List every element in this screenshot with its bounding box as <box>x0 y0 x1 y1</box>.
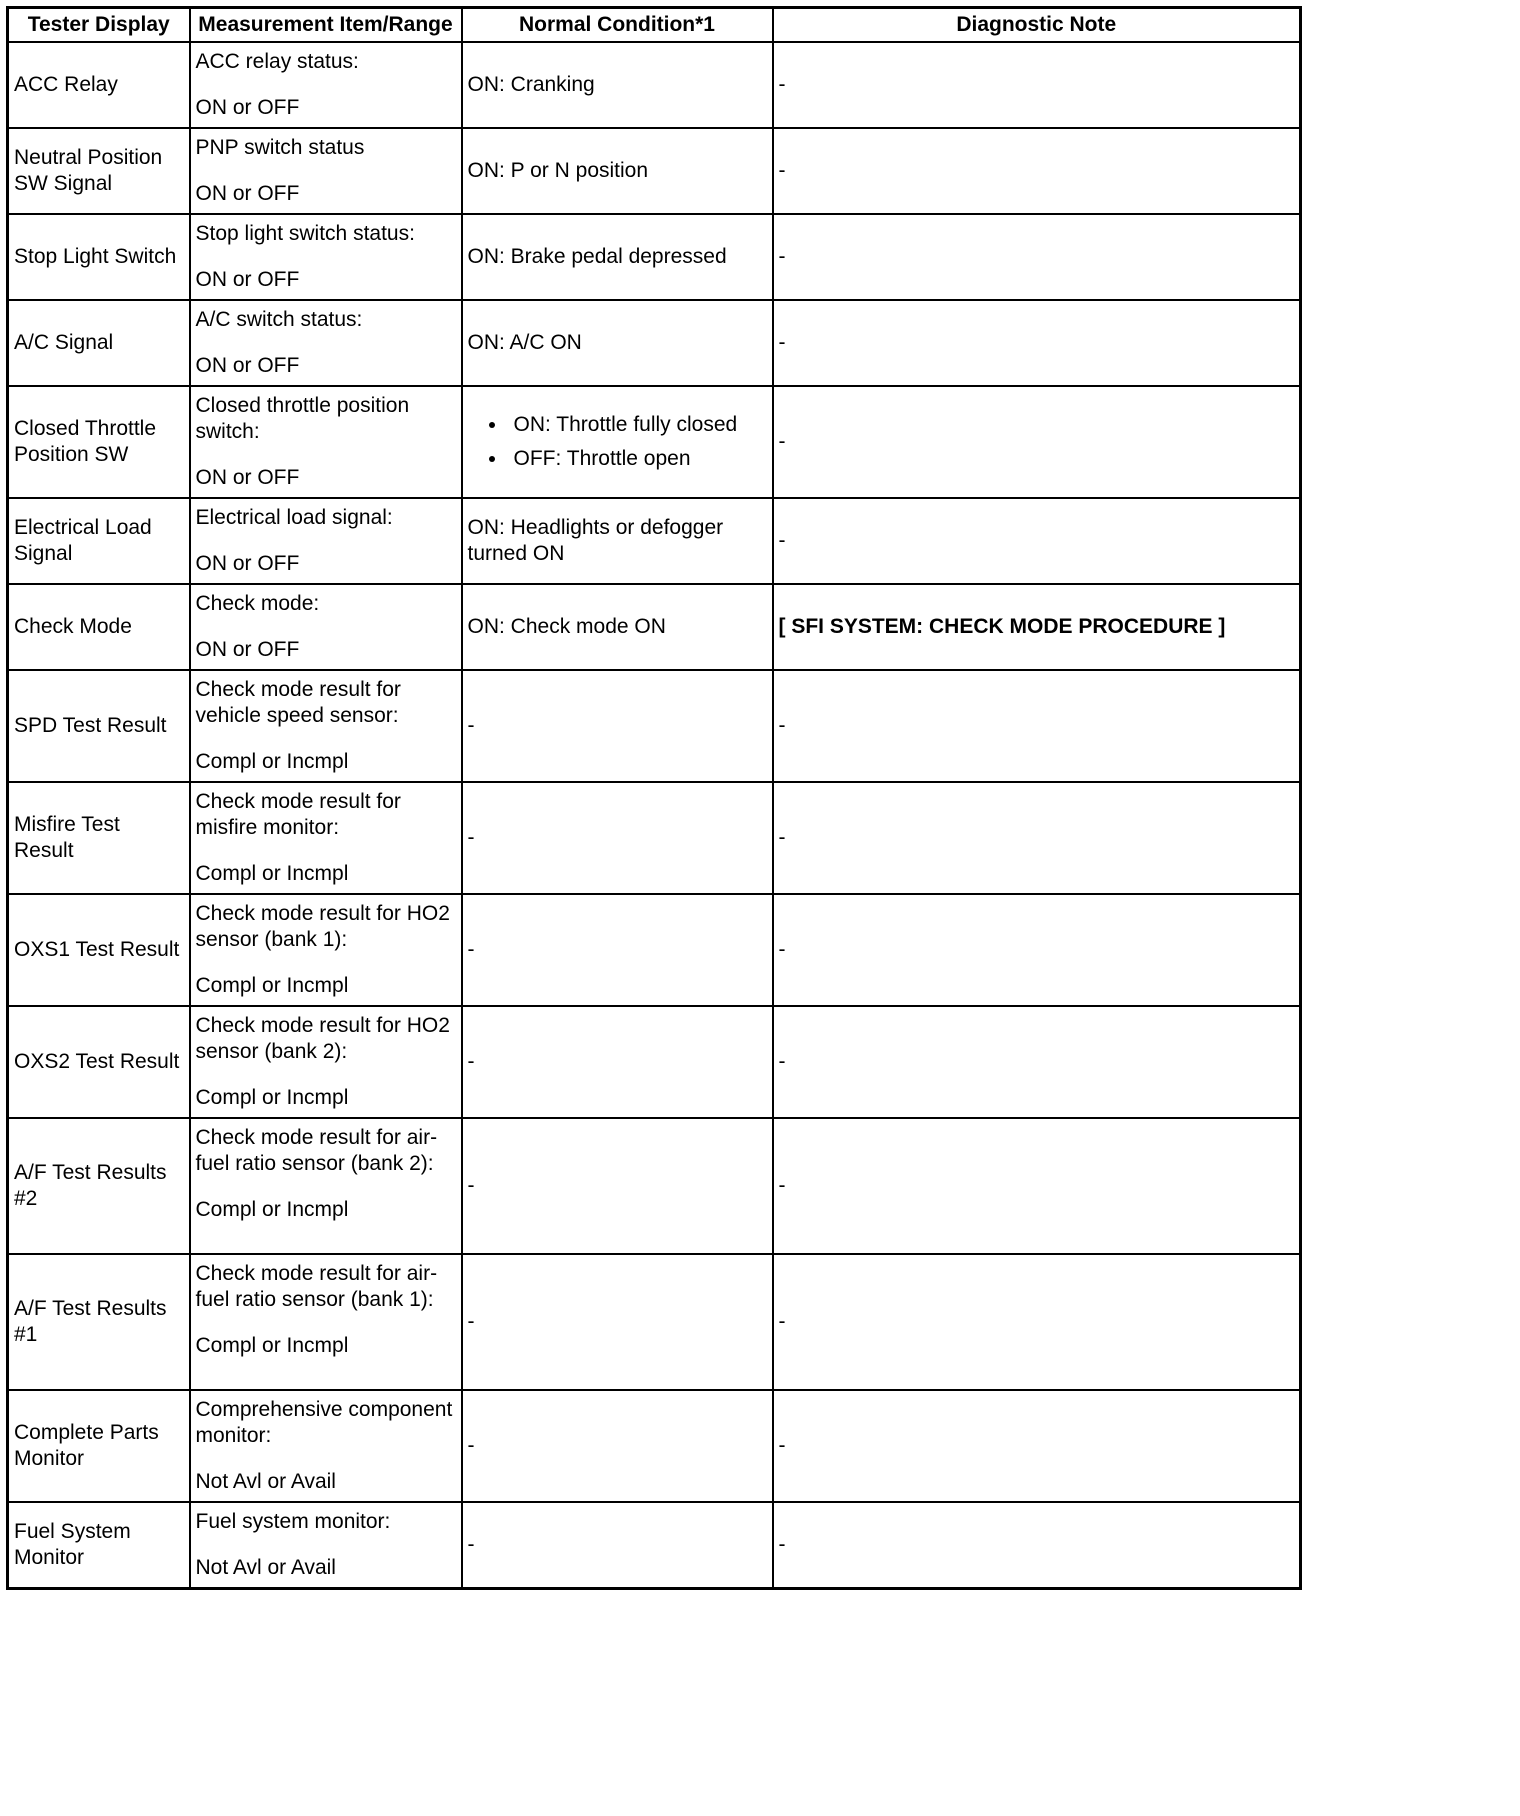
measurement-cell <box>190 1118 462 1254</box>
measurement-range: Compl or Incmpl <box>195 1334 349 1357</box>
measurement-description: Comprehensive component monitor: <box>195 1398 453 1447</box>
table-row <box>8 1502 1301 1589</box>
diagnostic-note-cell: - <box>773 894 1301 1006</box>
measurement-range: Not Avl or Avail <box>195 1470 336 1493</box>
measurement-description: Check mode result for air-fuel ratio sensor (bank 1): <box>195 1262 438 1311</box>
measurement-range: Compl or Incmpl <box>195 862 349 885</box>
normal-condition-list <box>468 412 767 472</box>
measurement-range: ON or OFF <box>195 182 300 205</box>
measurement-description: Closed throttle position switch: <box>195 394 410 443</box>
measurement-cell <box>190 1502 462 1589</box>
measurement-description: Check mode result for air-fuel ratio sensor (bank 2): <box>195 1126 438 1175</box>
diagnostic-note-cell: - <box>773 1390 1301 1502</box>
diagnostic-note-cell: - <box>773 782 1301 894</box>
diagnostic-note-cell: - <box>773 1254 1301 1390</box>
diagnostic-note-cell: - <box>773 300 1301 386</box>
measurement-description: Check mode result for HO2 sensor (bank 2): <box>195 1014 450 1063</box>
tester-display-cell: Check Mode <box>8 584 190 670</box>
header-diagnostic-note: Diagnostic Note <box>773 8 1301 43</box>
diagnostic-note-cell: - <box>773 214 1301 300</box>
measurement-cell <box>190 128 462 214</box>
measurement-description: Check mode result for misfire monitor: <box>195 790 401 839</box>
normal-condition-cell: ON: A/C ON <box>462 300 773 386</box>
measurement-range: ON or OFF <box>195 354 300 377</box>
measurement-cell <box>190 894 462 1006</box>
measurement-cell <box>190 386 462 498</box>
table-row <box>8 1118 1301 1254</box>
normal-condition-cell: - <box>462 894 773 1006</box>
diagnostic-note-cell: - <box>773 1502 1301 1589</box>
normal-condition-cell <box>462 386 773 498</box>
measurement-cell <box>190 584 462 670</box>
tester-display-cell: Closed Throttle Position SW <box>8 386 190 498</box>
measurement-cell <box>190 1390 462 1502</box>
tester-display-cell: Electrical Load Signal <box>8 498 190 584</box>
measurement-range: ON or OFF <box>195 466 300 489</box>
measurement-description: PNP switch status <box>195 136 365 159</box>
header-row <box>8 8 1301 43</box>
measurement-range: ON or OFF <box>195 268 300 291</box>
normal-condition-cell: - <box>462 782 773 894</box>
normal-condition-cell: - <box>462 1254 773 1390</box>
normal-condition-cell: ON: P or N position <box>462 128 773 214</box>
list-item: • ON: Throttle fully closed <box>508 412 767 438</box>
tester-display-cell: Misfire Test Result <box>8 782 190 894</box>
measurement-description: Check mode result for HO2 sensor (bank 1): <box>195 902 450 951</box>
table-row <box>8 584 1301 670</box>
diagnostic-note-cell: - <box>773 1118 1301 1254</box>
table-row <box>8 894 1301 1006</box>
normal-condition-cell: - <box>462 1390 773 1502</box>
measurement-cell <box>190 498 462 584</box>
tester-display-cell: A/F Test Results #2 <box>8 1118 190 1254</box>
list-item: • OFF: Throttle open <box>508 446 767 472</box>
measurement-cell <box>190 42 462 128</box>
measurement-cell <box>190 214 462 300</box>
normal-condition-cell: - <box>462 670 773 782</box>
normal-condition-cell: - <box>462 1118 773 1254</box>
measurement-description: Check mode: <box>195 592 320 615</box>
measurement-range: Compl or Incmpl <box>195 1198 349 1221</box>
tester-data-table <box>6 6 1302 1590</box>
normal-condition-cell: ON: Brake pedal depressed <box>462 214 773 300</box>
table-row <box>8 498 1301 584</box>
tester-display-cell: OXS2 Test Result <box>8 1006 190 1118</box>
diagnostic-note-cell: - <box>773 128 1301 214</box>
tester-display-cell: A/C Signal <box>8 300 190 386</box>
tester-display-cell: Fuel System Monitor <box>8 1502 190 1589</box>
header-normal-condition: Normal Condition*1 <box>462 8 773 43</box>
measurement-range: Not Avl or Avail <box>195 1556 336 1579</box>
table-row <box>8 1254 1301 1390</box>
header-measurement-item: Measurement Item/Range <box>190 8 462 43</box>
table-row <box>8 670 1301 782</box>
measurement-description: Electrical load signal: <box>195 506 393 529</box>
diagnostic-note-cell: - <box>773 42 1301 128</box>
measurement-range: Compl or Incmpl <box>195 1086 349 1109</box>
diagnostic-note-cell: - <box>773 386 1301 498</box>
tester-display-cell: Stop Light Switch <box>8 214 190 300</box>
measurement-cell <box>190 300 462 386</box>
tester-display-cell: A/F Test Results #1 <box>8 1254 190 1390</box>
measurement-cell <box>190 782 462 894</box>
table-row <box>8 1390 1301 1502</box>
diagnostic-note-cell: - <box>773 670 1301 782</box>
measurement-cell <box>190 1254 462 1390</box>
normal-condition-cell: ON: Headlights or defogger turned ON <box>462 498 773 584</box>
normal-condition-cell: ON: Cranking <box>462 42 773 128</box>
measurement-range: ON or OFF <box>195 638 300 661</box>
normal-condition-cell: ON: Check mode ON <box>462 584 773 670</box>
table-row <box>8 42 1301 128</box>
measurement-cell <box>190 670 462 782</box>
measurement-description: A/C switch status: <box>195 308 363 331</box>
header-tester-display: Tester Display <box>8 8 190 43</box>
table-row <box>8 128 1301 214</box>
table-row <box>8 1006 1301 1118</box>
check-mode-procedure-link[interactable]: [ SFI SYSTEM: CHECK MODE PROCEDURE ] <box>773 584 1301 670</box>
diagnostic-note-cell: - <box>773 498 1301 584</box>
measurement-range: Compl or Incmpl <box>195 974 349 997</box>
measurement-range: Compl or Incmpl <box>195 750 349 773</box>
table-row <box>8 214 1301 300</box>
table-row <box>8 782 1301 894</box>
normal-condition-cell: - <box>462 1006 773 1118</box>
measurement-description: ACC relay status: <box>195 50 359 73</box>
tester-display-cell: OXS1 Test Result <box>8 894 190 1006</box>
measurement-description: Check mode result for vehicle speed sensor: <box>195 678 401 727</box>
measurement-description: Fuel system monitor: <box>195 1510 391 1533</box>
tester-display-cell: Complete Parts Monitor <box>8 1390 190 1502</box>
diagnostic-note-cell: - <box>773 1006 1301 1118</box>
tester-display-cell: Neutral Position SW Signal <box>8 128 190 214</box>
tester-display-cell: SPD Test Result <box>8 670 190 782</box>
normal-condition-cell: - <box>462 1502 773 1589</box>
tester-display-cell: ACC Relay <box>8 42 190 128</box>
table-row <box>8 300 1301 386</box>
measurement-range: ON or OFF <box>195 96 300 119</box>
measurement-description: Stop light switch status: <box>195 222 415 245</box>
measurement-range: ON or OFF <box>195 552 300 575</box>
measurement-cell <box>190 1006 462 1118</box>
table-row <box>8 386 1301 498</box>
